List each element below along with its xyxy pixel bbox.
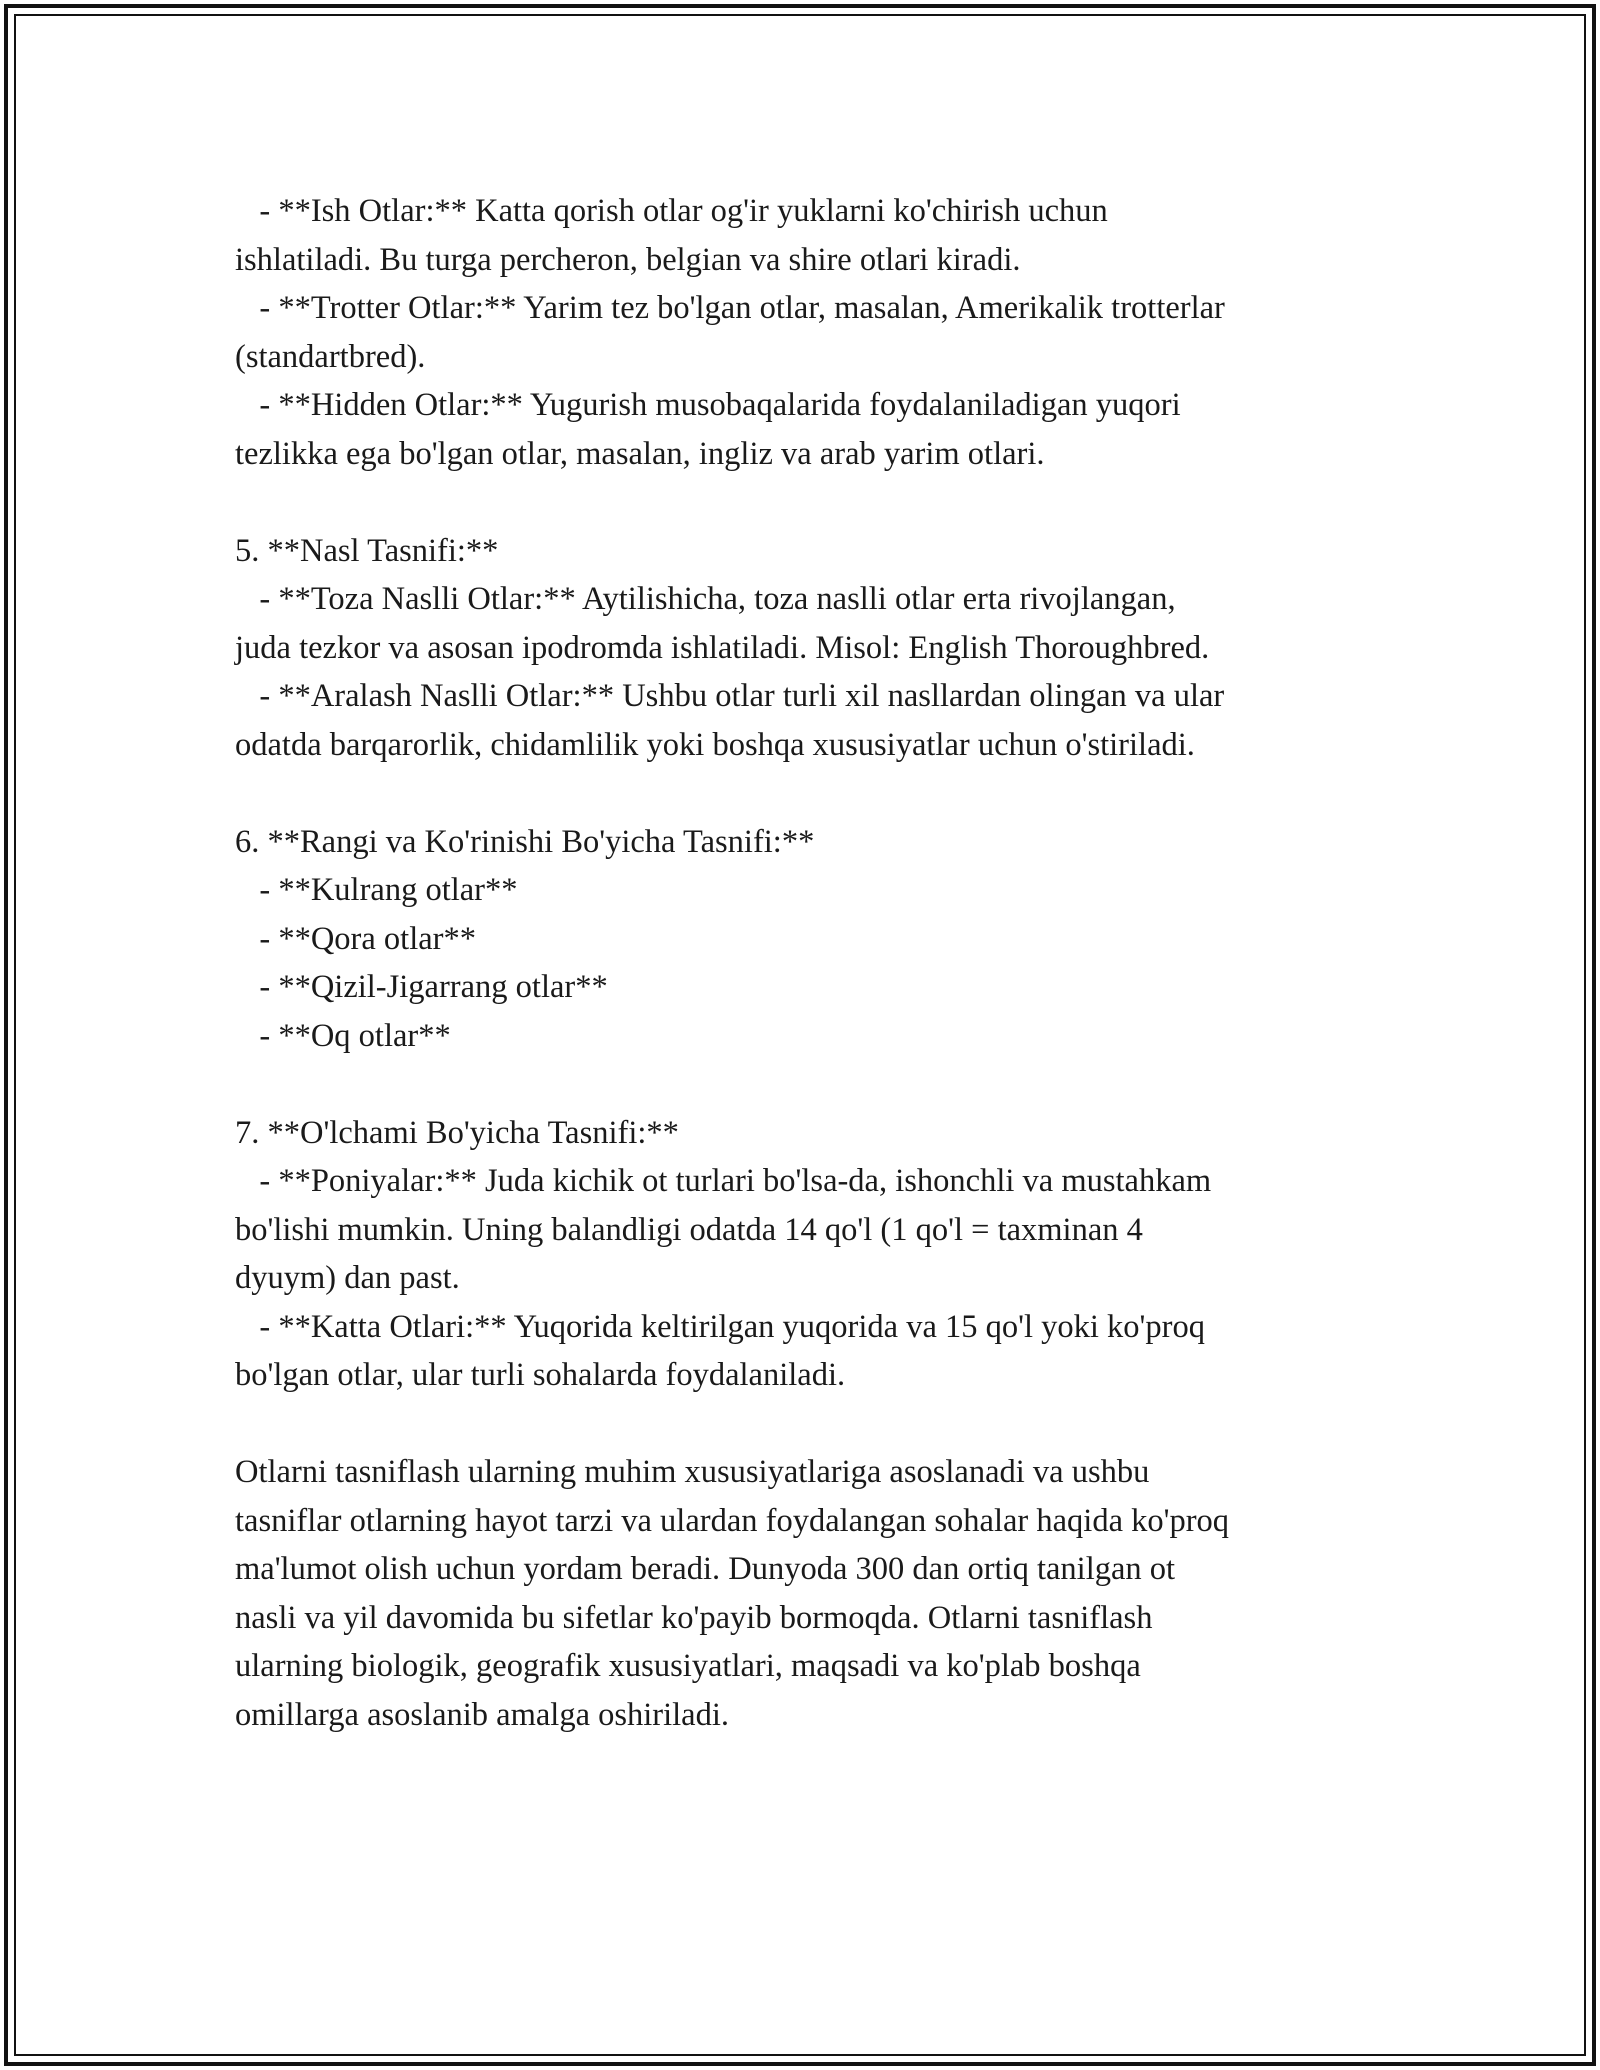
text-line: - **Ish Otlar:** Katta qorish otlar og'ir yuklarni ko'chirish uchun xyxy=(235,193,1108,229)
text-line: ishlatiladi. Bu turga percheron, belgian va shire otlari kiradi. xyxy=(235,241,1021,278)
text-line: tasniflar otlarning hayot tarzi va ulardan foydalangan sohalar haqida ko'proq xyxy=(235,1502,1230,1539)
paragraph-gap xyxy=(235,478,1365,527)
section-heading: 7. **O'lchami Bo'yicha Tasnifi:** xyxy=(235,1114,679,1151)
text-line: - **Hidden Otlar:** Yugurish musobaqalarida foydalaniladigan yuqori xyxy=(235,387,1181,423)
list-item: - **Kulrang otlar** xyxy=(235,872,518,908)
paragraph-gap xyxy=(235,1060,1365,1109)
list-item: - **Qizil-Jigarrang otlar** xyxy=(235,969,608,1005)
text-line: odatda barqarorlik, chidamlilik yoki boshqa xususiyatlar uchun o'stiriladi. xyxy=(235,726,1195,763)
text-line: tezlikka ega bo'lgan otlar, masalan, ingliz va arab yarim otlari. xyxy=(235,435,1045,472)
text-line: - **Poniyalar:** Juda kichik ot turlari bo'lsa-da, ishonchli va mustahkam xyxy=(235,1163,1212,1199)
text-line: dyuym) dan past. xyxy=(235,1260,460,1296)
size-classification-section xyxy=(235,1109,1365,1400)
paragraph-gap xyxy=(235,1400,1365,1449)
section-heading: 6. **Rangi va Ko'rinishi Bo'yicha Tasnifi:** xyxy=(235,823,815,860)
text-line: - **Trotter Otlar:** Yarim tez bo'lgan otlar, masalan, Amerikalik trotterlar xyxy=(235,290,1225,326)
text-line: bo'lgan otlar, ular turli sohalarda foydalaniladi. xyxy=(235,1357,846,1393)
document-body xyxy=(235,187,1365,1739)
text-line: bo'lishi mumkin. Uning balandligi odatda 14 qo'l (1 qo'l = taxminan 4 xyxy=(235,1211,1143,1248)
paragraph-gap xyxy=(235,769,1365,818)
text-line: - **Aralash Naslli Otlar:** Ushbu otlar turli xil nasllardan olingan va ular xyxy=(235,678,1225,714)
breed-classification-section xyxy=(235,527,1365,770)
conclusion-paragraph xyxy=(235,1448,1365,1739)
text-line: juda tezkor va asosan ipodromda ishlatiladi. Misol: English Thoroughbred. xyxy=(235,629,1210,666)
text-line: nasli va yil davomida bu sifetlar ko'payib bormoqda. Otlarni tasniflash xyxy=(235,1599,1153,1636)
text-line: omillarga asoslanib amalga oshiriladi. xyxy=(235,1696,730,1733)
text-line: - **Toza Naslli Otlar:** Aytilishicha, toza naslli otlar erta rivojlangan, xyxy=(235,581,1176,617)
text-line: - **Katta Otlari:** Yuqorida keltirilgan yuqorida va 15 qo'l yoki ko'proq xyxy=(235,1308,1205,1345)
list-item: - **Qora otlar** xyxy=(235,920,476,957)
color-classification-section xyxy=(235,818,1365,1061)
text-line: (standartbred). xyxy=(235,338,426,375)
section-heading: 5. **Nasl Tasnifi:** xyxy=(235,532,499,569)
text-line: ma'lumot olish uchun yordam beradi. Dunyoda 300 dan ortiq tanilgan ot xyxy=(235,1551,1176,1587)
list-item: - **Oq otlar** xyxy=(235,1017,451,1054)
text-line: ularning biologik, geografik xususiyatlari, maqsadi va ko'plab boshqa xyxy=(235,1648,1141,1684)
text-line: Otlarni tasniflash ularning muhim xususiyatlariga asoslanadi va ushbu xyxy=(235,1454,1150,1490)
work-horses-section xyxy=(235,187,1365,478)
